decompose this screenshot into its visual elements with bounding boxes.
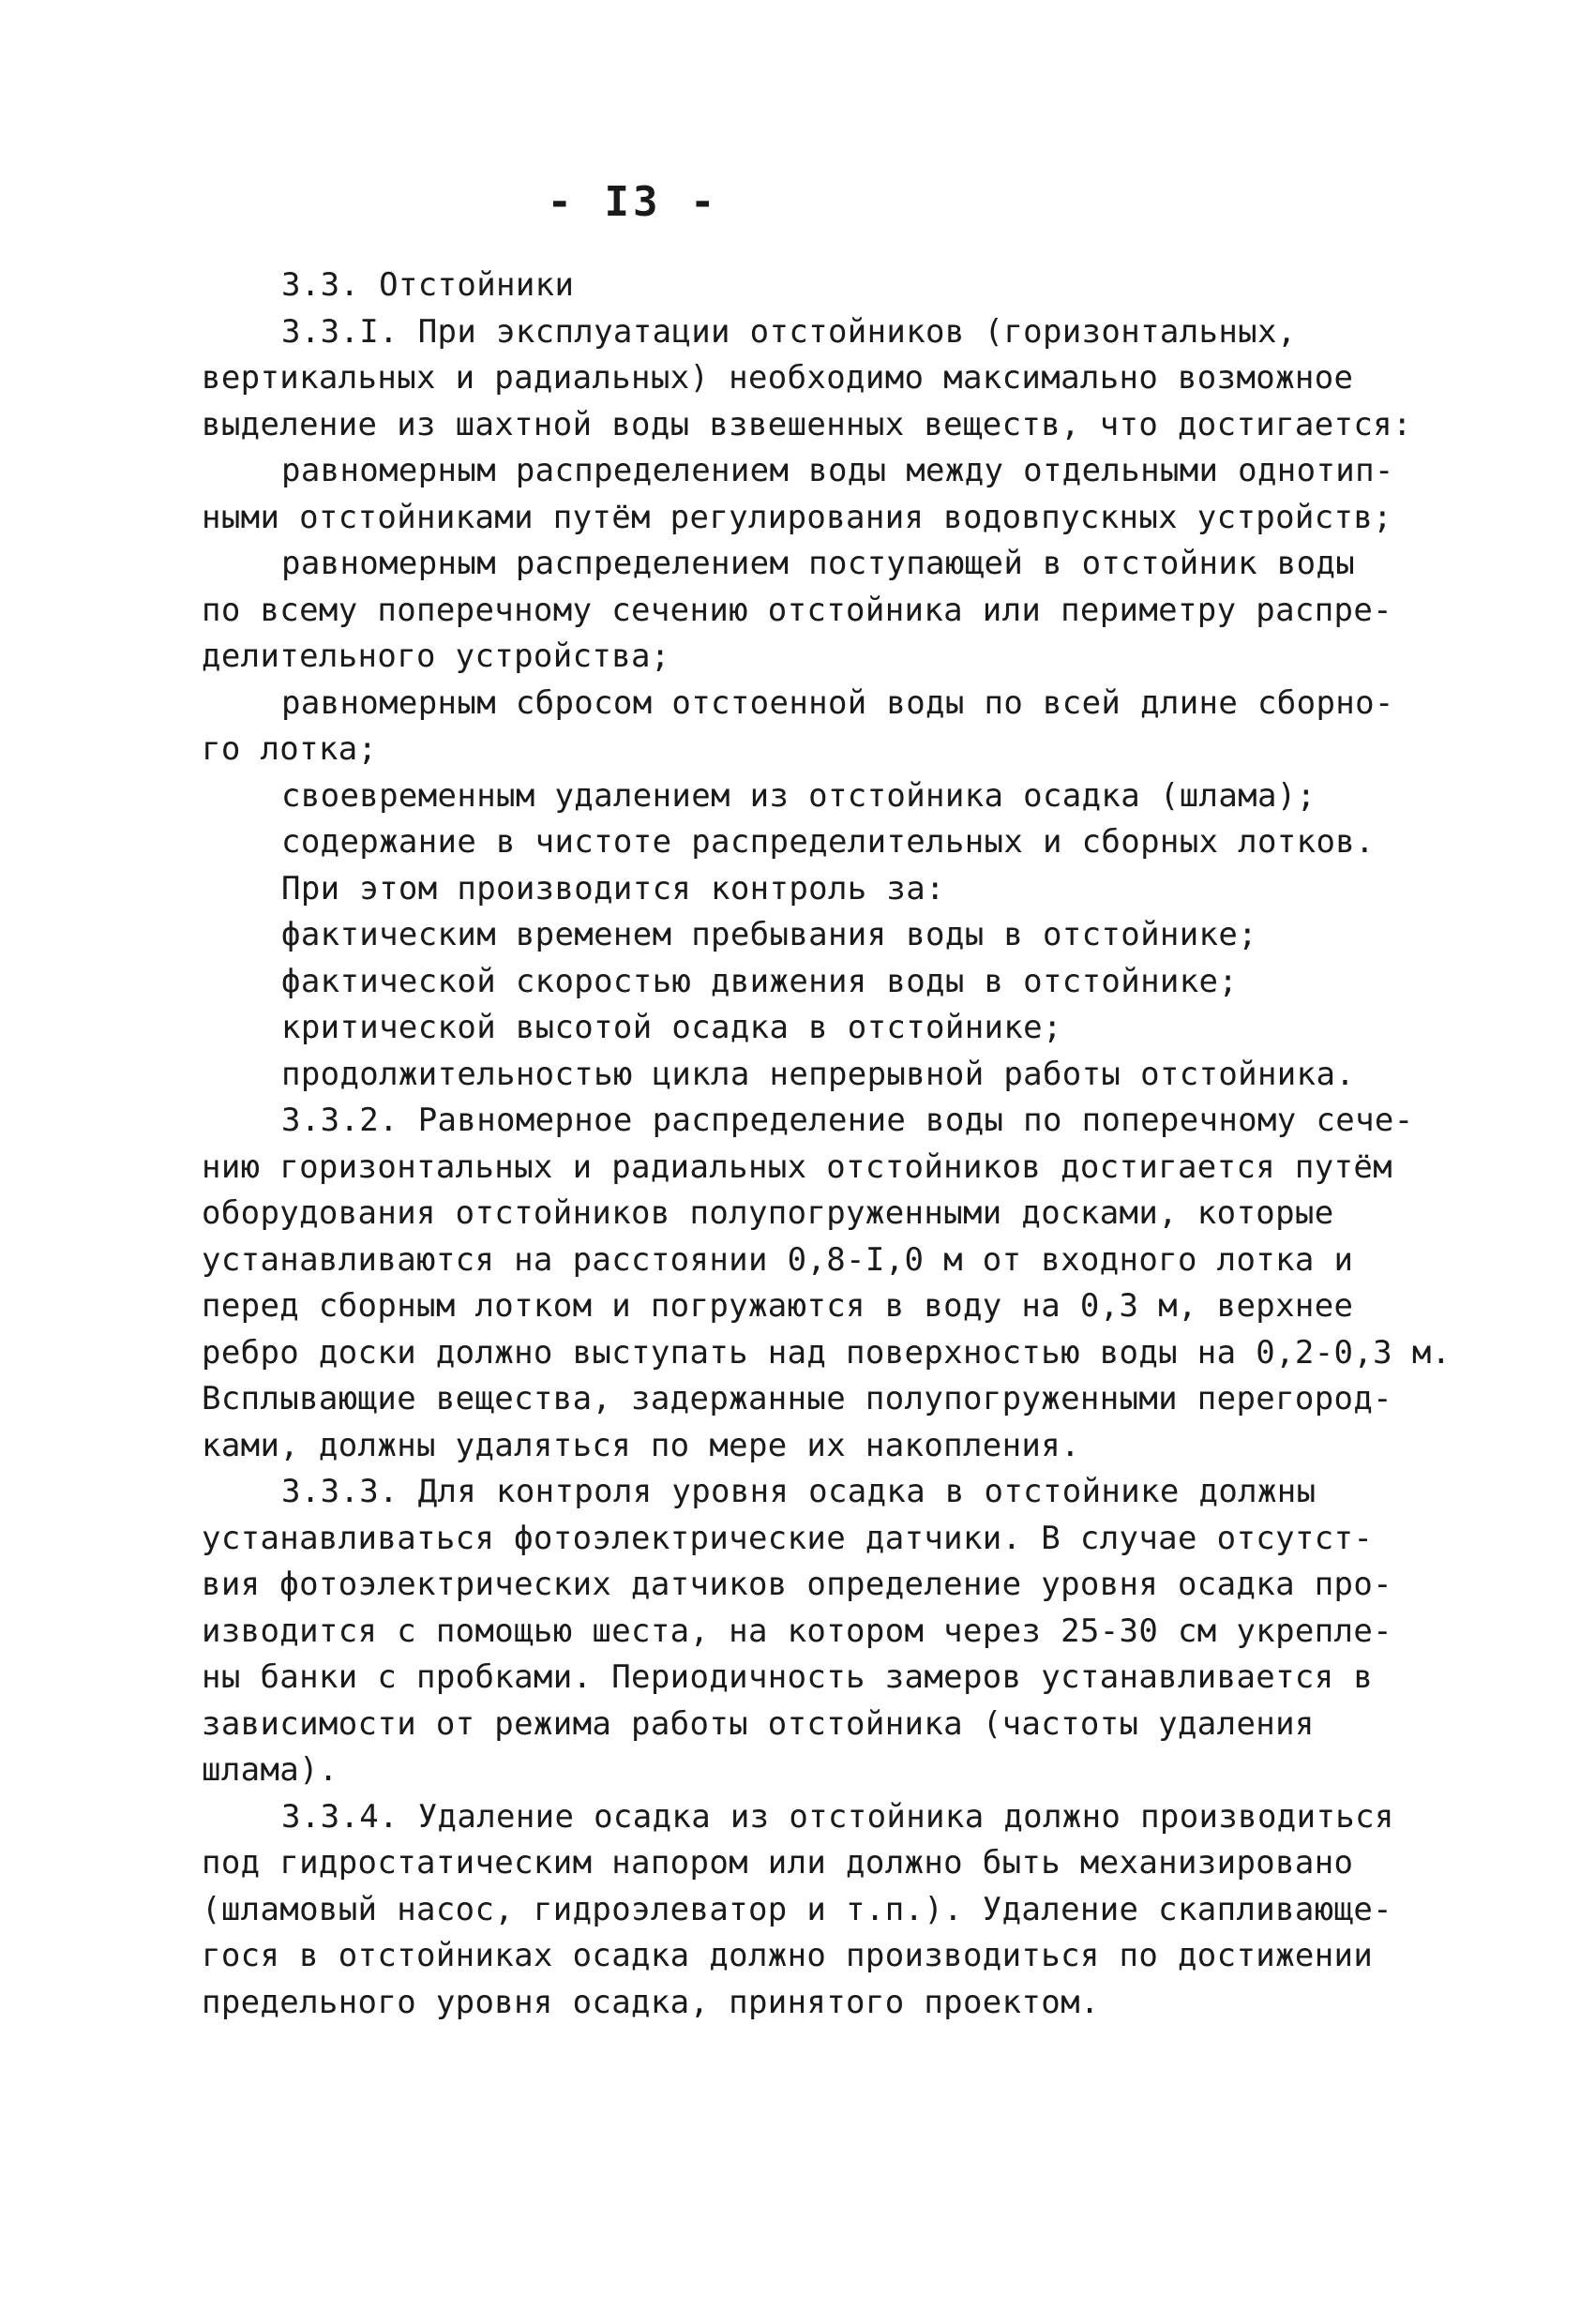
text-line: равномерным распределением поступающей в отстойник воды: [281, 545, 1356, 582]
text-line: ными отстойниками путём регулирования водовпускных устройств;: [202, 498, 1393, 536]
text-line: критической высотой осадка в отстойнике;: [281, 1009, 1062, 1046]
text-line: равномерным распределением воды между отдельными однотип-: [281, 452, 1394, 489]
text-line: 3.3.I. При эксплуатации отстойников (горизонтальных,: [281, 312, 1297, 351]
text-line: вертикальных и радиальных) необходимо максимально возможное: [202, 359, 1354, 397]
text-line: го лотка;: [202, 730, 378, 768]
text-line: продолжительностью цикла непрерывной работы отстойника.: [281, 1055, 1356, 1093]
text-line: ками, должны удаляться по мере их накопления.: [202, 1426, 1080, 1464]
text-line: 3.3.2. Равномерное распределение воды по поперечному сече-: [281, 1102, 1414, 1139]
text-line: ны банки с пробками. Периодичность замеров устанавливается в: [202, 1658, 1374, 1696]
text-line: шлама).: [202, 1751, 339, 1789]
text-line: фактическим временем пребывания воды в отстойнике;: [281, 916, 1257, 953]
text-line: нию горизонтальных и радиальных отстойников достигается путём: [202, 1147, 1393, 1186]
text-line: устанавливаются на расстоянии 0,8-I,0 м от входного лотка и: [202, 1240, 1354, 1279]
text-line: (шламовый насос, гидроэлеватор и т.п.). Удаление скапливающе-: [202, 1890, 1393, 1928]
text-line: своевременным удалением из отстойника осадка (шлама);: [281, 776, 1317, 815]
text-line: вия фотоэлектрических датчиков определение уровня осадка про-: [202, 1566, 1393, 1603]
text-line: Всплывающие вещества, задержанные полупогруженными перегород-: [202, 1380, 1393, 1417]
text-line: оборудования отстойников полупогруженными досками, которые: [202, 1194, 1334, 1232]
text-line: под гидростатическим напором или должно быть механизировано: [202, 1844, 1354, 1882]
text-line: изводится с помощью шеста, на котором через 25-30 см укрепле-: [202, 1612, 1393, 1650]
text-line: предельного уровня осадка, принятого проектом.: [202, 1983, 1100, 2021]
document-body: [0, 262, 1595, 2026]
text-line: зависимости от режима работы отстойника (частоты удаления: [202, 1704, 1315, 1743]
text-line: содержание в чистоте распределительных и сборных лотков.: [281, 823, 1375, 861]
text-line: ребро доски должно выступать над поверхностью воды на 0,2-0,3 м.: [202, 1333, 1452, 1372]
text-line: гося в отстойниках осадка должно производиться по достижении: [202, 1937, 1374, 1974]
text-line: фактической скоростью движения воды в отстойнике;: [281, 962, 1239, 1000]
text-line: 3.3. Отстойники: [281, 266, 575, 304]
text-line: устанавливаться фотоэлектрические датчики. В случае отсутст-: [202, 1519, 1374, 1557]
text-line: по всему поперечному сечению отстойника или периметру распре-: [202, 591, 1393, 629]
text-line: 3.3.4. Удаление осадка из отстойника должно производиться: [281, 1797, 1394, 1836]
text-line: перед сборным лотком и погружаются в воду на 0,3 м, верхнее: [202, 1287, 1354, 1325]
text-line: делительного устройства;: [202, 637, 670, 675]
text-line: При этом производится контроль за:: [281, 869, 945, 907]
text-line: равномерным сбросом отстоенной воды по всей длине сборно-: [281, 683, 1394, 722]
page-number: - I3 -: [547, 178, 719, 226]
text-line: 3.3.3. Для контроля уровня осадка в отстойнике должны: [281, 1473, 1317, 1510]
text-line: выделение из шахтной воды взвешенных веществ, что достигается:: [202, 405, 1412, 443]
